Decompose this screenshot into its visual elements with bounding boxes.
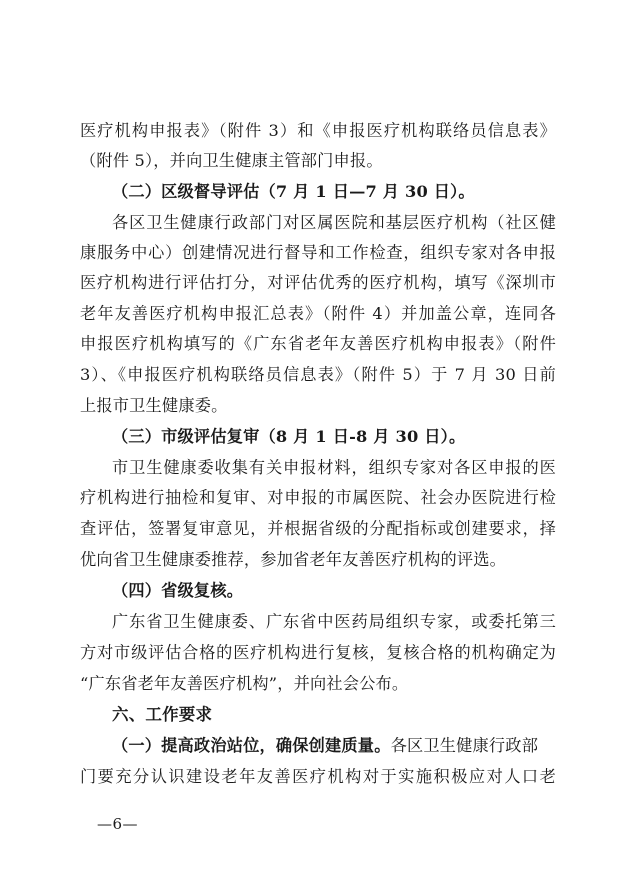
body-line-12: 市卫生健康委收集有关申报材料，组织专家对各区申报的医	[112, 458, 556, 477]
chapter-heading-6: 六、工作要求	[112, 705, 213, 724]
body-line-22: 门要充分认识建设老年友善医疗机构对于实施积极应对人口老	[80, 767, 556, 786]
body-line-21-text: 各区卫生健康行政部	[390, 736, 539, 755]
body-line-10: 上报市卫生健康委。	[80, 396, 228, 415]
body-line-1: 医疗机构申报表》（附件 3）和《申报医疗机构联络员信息表》	[80, 121, 556, 140]
body-line-18: 方对市级评估合格的医疗机构进行复核，复核合格的机构确定为	[80, 643, 556, 662]
body-line-7: 老年友善医疗机构申报汇总表》（附件 4）并加盖公章，连同各	[80, 304, 556, 323]
body-line-2: （附件 5），并向卫生健康主管部门申报。	[80, 151, 383, 170]
body-line-14: 查评估，签署复审意见，并根据省级的分配指标或创建要求，择	[80, 519, 556, 538]
section-heading-2: （二）区级督导评估（7 月 1 日—7 月 30 日）。	[112, 182, 475, 201]
body-line-6: 医疗机构进行评估打分，对评估优秀的医疗机构，填写《深圳市	[80, 273, 556, 292]
body-line-19: “广东省老年友善医疗机构”，并向社会公布。	[80, 674, 409, 693]
body-line-17: 广东省卫生健康委、广东省中医药局组织专家，或委托第三	[112, 612, 556, 631]
body-line-21	[112, 735, 556, 757]
section-heading-4: （四）省级复核。	[112, 581, 244, 600]
body-line-5: 康服务中心）创建情况进行督导和工作检查，组织专家对各申报	[80, 243, 556, 262]
subheading-1: （一）提高政治站位，确保创建质量。	[112, 736, 391, 755]
body-line-13: 疗机构进行抽检和复审、对申报的市属医院、社会办医院进行检	[80, 488, 556, 507]
body-line-8: 申报医疗机构填写的《广东省老年友善医疗机构申报表》（附件	[80, 334, 556, 353]
body-line-9: 3）、《申报医疗机构联络员信息表》（附件 5）于 7 月 30 日前	[80, 365, 556, 384]
body-line-15: 优向省卫生健康委推荐，参加省老年友善医疗机构的评选。	[80, 550, 507, 569]
page-number: —6—	[97, 815, 139, 833]
section-heading-3: （三）市级评估复审（8 月 1 日-8 月 30 日）。	[112, 427, 466, 446]
body-line-4: 各区卫生健康行政部门对区属医院和基层医疗机构（社区健	[112, 213, 556, 232]
